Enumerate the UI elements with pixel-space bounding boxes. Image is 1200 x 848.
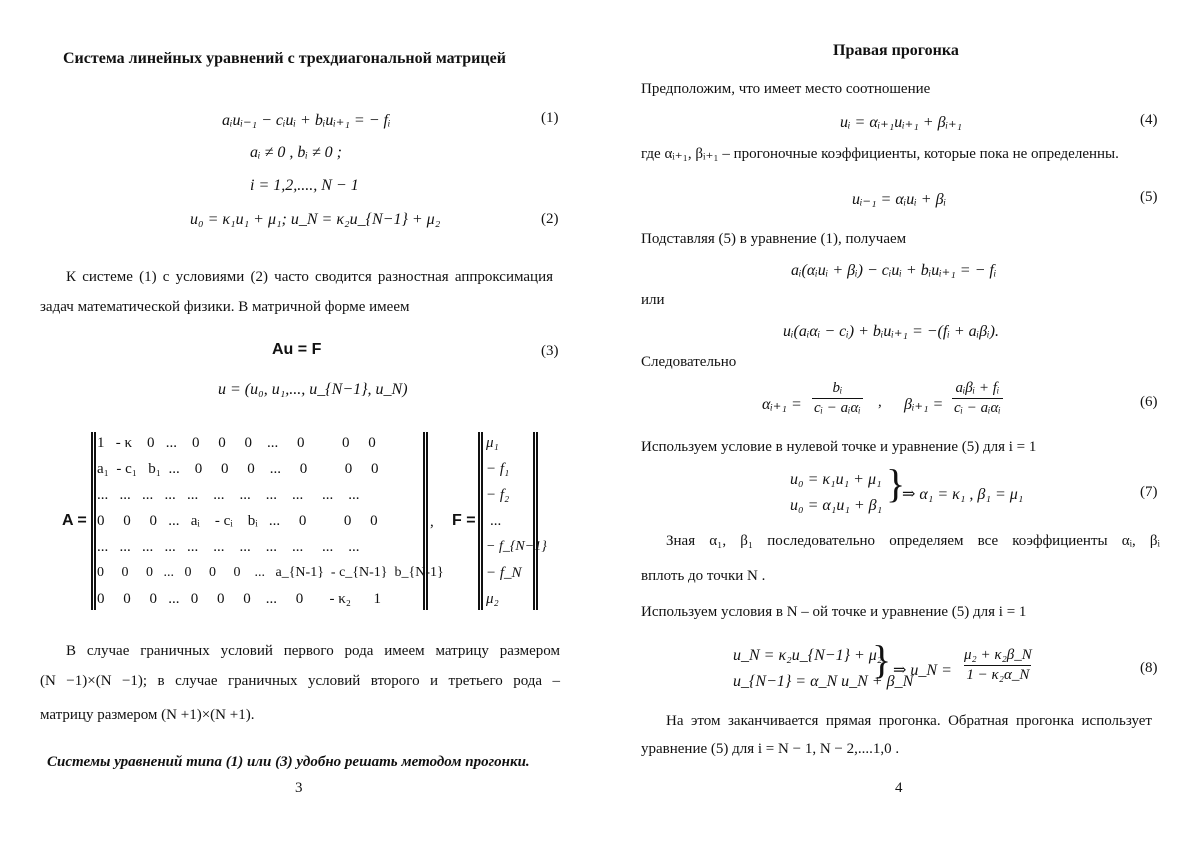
vector-f-entry: ... [490,513,501,530]
matrix-a-left-bar-2 [94,432,96,610]
vector-f-entry: − f₁ [486,461,509,478]
rearranged-equation: uᵢ(aᵢαᵢ − cᵢ) + bᵢuᵢ₊₁ = −(fᵢ + aᵢβᵢ). [783,321,999,341]
vector-f-left-bar-2 [481,432,483,610]
equation-6-alpha-lhs: αᵢ₊₁ = [762,394,802,414]
equation-7-brace: } [886,464,905,504]
equation-8-number: (8) [1140,660,1158,677]
matrix-a-row: ... ... ... ... ... ... ... ... ... ... ... [97,539,360,556]
matrix-a-row: 0 0 0 ... 0 0 0 ... 0 - κ₂ 1 [97,591,381,608]
equation-8-top: u_N = κ₂u_{N−1} + μ₂ [733,647,882,665]
equation-7-top: u₀ = κ₁u₁ + μ₁ [790,471,882,489]
substituted-equation: aᵢ(αᵢuᵢ + βᵢ) − cᵢuᵢ + bᵢuᵢ₊₁ = − fᵢ [791,260,996,280]
final-line-2: уравнение (5) для i = N − 1, N − 2,....1,0 . [641,734,899,764]
matrix-a-row: 0 0 0 ... 0 0 0 ... a_{N-1} - c_{N-1} b_{N-1} [97,565,444,581]
equation-1: aᵢuᵢ₋₁ − cᵢuᵢ + bᵢuᵢ₊₁ = − fᵢ [222,110,390,130]
equation-6-comma: , [878,394,882,411]
equation-8-fraction [962,647,1034,684]
intro-line: Предположим, что имеет место соотношение [641,74,930,104]
hence-line: Следовательно [641,347,736,377]
page-number-right: 4 [895,780,903,797]
or-line: или [641,285,665,315]
equation-8-numerator: μ₂ + κ₂β_N [962,647,1034,665]
paragraph-2-line-1: В случае граничных условий первого рода имеем матрицу размером [66,636,560,666]
vector-f-label: F = [452,512,476,530]
u-vector-definition: u = (u₀, u₁,..., u_{N−1}, u_N) [218,381,408,399]
conclusion-line: Системы уравнений типа (1) или (3) удобно решать методом прогонки. [47,754,530,771]
equation-5-number: (5) [1140,189,1158,206]
zero-point-line: Используем условие в нулевой точке и уравнение (5) для i = 1 [641,432,1036,462]
equation-2-number: (2) [541,211,559,228]
matrix-a-right-bar-2 [426,432,428,610]
equation-7-number: (7) [1140,484,1158,501]
substitution-line: Подставляя (5) в уравнение (1), получаем [641,224,906,254]
paragraph-2-line-3: матрицу размером (N +1)×(N +1). [40,700,254,730]
equation-8-arrow: ⇒ u_N = [893,660,952,680]
matrix-a-label: A = [62,512,87,530]
n-point-line: Используем условия в N – ой точке и уравнение (5) для i = 1 [641,597,1026,627]
right-page-title: Правая прогонка [833,42,959,60]
matrix-a-row: 1 - κ 0 ... 0 0 0 ... 0 0 0 [97,435,376,452]
equation-4-number: (4) [1140,112,1158,129]
left-page-title: Система линейных уравнений с трехдиагональной матрицей [63,50,506,68]
equation-7-result: ⇒ α₁ = κ₁ , β₁ = μ₁ [902,484,1023,504]
knowing-line-2: вплоть до точки N . [641,561,765,591]
vector-f-entry: μ₁ [486,435,499,452]
paragraph-1-line-1: К системе (1) с условиями (2) часто сводится разностная аппроксимация [66,262,553,292]
vector-f-right-bar-2 [536,432,538,610]
vector-f-left-bar [478,432,480,610]
vector-f-entry: μ₂ [486,591,499,608]
equation-6-alpha-numerator: bᵢ [830,380,844,398]
equation-1-number: (1) [541,110,559,127]
left-page [0,0,600,848]
equation-6-beta-lhs: βᵢ₊₁ = [904,394,943,414]
matrix-a-row: ... ... ... ... ... ... ... ... ... ... ... [97,487,360,504]
equation-3: Au = F [272,341,321,359]
equation-6-beta-fraction [952,380,1003,417]
vector-f-entry: − f₂ [486,487,509,504]
equation-6-beta-numerator: aᵢβᵢ + fᵢ [953,380,1001,398]
matrix-a-right-bar [423,432,425,610]
where-line: где αᵢ₊₁, βᵢ₊₁ – прогоночные коэффициенты, которые пока не определенны. [641,139,1119,169]
right-page [600,0,1200,848]
matrix-separator-comma: , [430,514,434,531]
final-line-1: На этом заканчивается прямая прогонка. Обратная прогонка использует [666,706,1152,736]
equation-8-brace: } [872,640,891,680]
vector-f-entry: − f_{N−1} [486,539,547,555]
page-number-left: 3 [295,780,303,797]
vector-f-entry: − f_N [486,565,522,582]
equation-6-alpha-fraction [812,380,863,417]
vector-f-right-bar [533,432,535,610]
equation-8-bottom: u_{N−1} = α_N u_N + β_N [733,673,913,691]
paragraph-1-line-2: задач математической физики. В матричной форме имеем [40,292,409,322]
equation-6-beta-denominator: cᵢ − aᵢαᵢ [952,398,1003,417]
equation-5: uᵢ₋₁ = αᵢuᵢ + βᵢ [852,189,946,209]
paragraph-2-line-2: (N −1)×(N −1); в случае граничных условий второго и третьего рода – [40,666,560,696]
matrix-a-row: 0 0 0 ... aᵢ - cᵢ bᵢ ... 0 0 0 [97,513,378,530]
matrix-a-row: a₁ - c₁ b₁ ... 0 0 0 ... 0 0 0 [97,461,379,478]
knowing-line-1: Зная α₁, β₁ последовательно определяем все коэффициенты αᵢ, βᵢ [666,526,1160,556]
equation-2: u₀ = κ₁u₁ + μ₁; u_N = κ₂u_{N−1} + μ₂ [190,211,440,229]
equation-6-number: (6) [1140,394,1158,411]
condition-index-range: i = 1,2,...., N − 1 [250,177,359,195]
equation-3-number: (3) [541,343,559,360]
equation-8-denominator: 1 − κ₂α_N [964,665,1031,684]
equation-7-bottom: u₀ = α₁u₁ + β₁ [790,497,882,515]
condition-nonzero: aᵢ ≠ 0 , bᵢ ≠ 0 ; [250,144,342,162]
matrix-a-left-bar [91,432,93,610]
equation-4: uᵢ = αᵢ₊₁uᵢ₊₁ + βᵢ₊₁ [840,112,962,132]
equation-6-alpha-denominator: cᵢ − aᵢαᵢ [812,398,863,417]
